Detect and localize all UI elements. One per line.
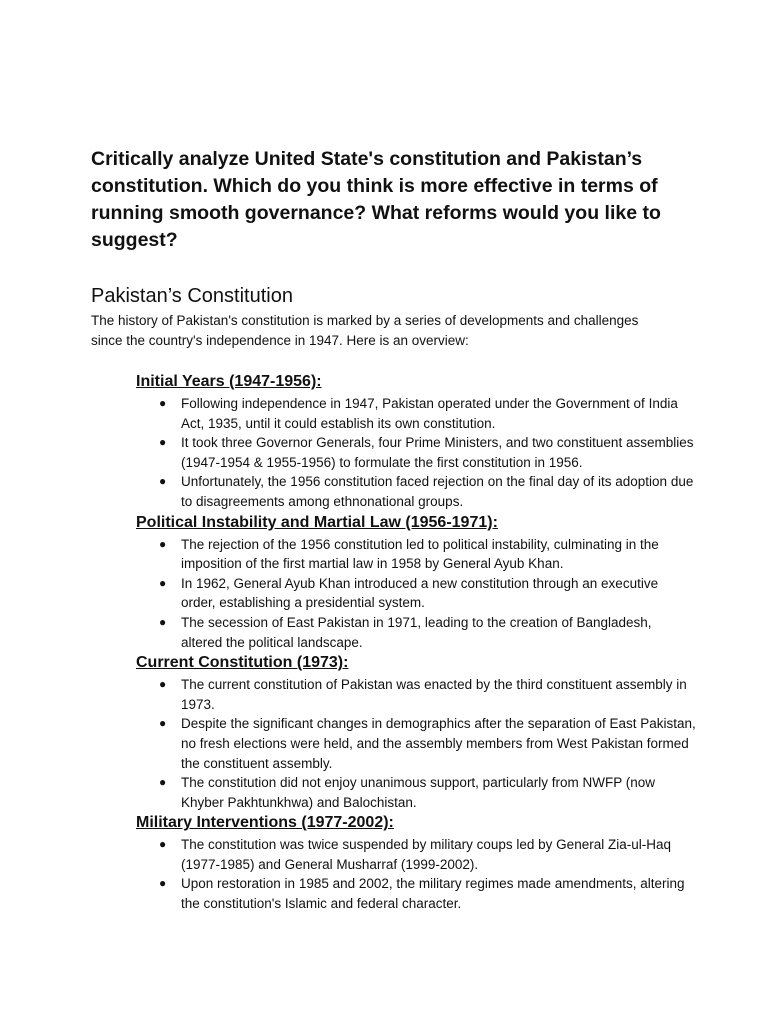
list-item-text: The constitution did not enjoy unanimous support, particularly from NWFP (now Khyber Pakhtunkhwa) and Balochistan.	[181, 775, 655, 810]
bullet-icon: ●	[159, 435, 167, 450]
topic-heading: Military Interventions (1977-2002):	[136, 814, 394, 832]
topic-heading: Political Instability and Martial Law (1956-1971):	[136, 513, 498, 531]
list-item-text: In 1962, General Ayub Khan introduced a new constitution through an executive order, establishing a presidential system.	[181, 575, 659, 611]
list-item-text: Upon restoration in 1985 and 2002, the military regimes made amendments, altering the constitution's Islamic and federal character.	[181, 876, 685, 912]
topic-heading: Initial Years (1947-1956):	[136, 373, 322, 390]
bullet-icon: ●	[159, 396, 167, 410]
section-title: Pakistan’s Constitution	[91, 285, 293, 307]
bullet-icon: ●	[159, 536, 167, 551]
topic-section	[136, 812, 696, 913]
topic-section	[136, 512, 696, 653]
bullet-icon: ●	[159, 474, 167, 489]
topic-section	[136, 652, 696, 812]
list-item	[159, 433, 696, 472]
topic-section	[136, 371, 696, 512]
bullet-icon: ●	[159, 837, 167, 852]
list-item	[159, 835, 696, 874]
bullet-icon: ●	[159, 775, 167, 790]
topic-heading: Current Constitution (1973):	[136, 654, 349, 672]
list-item	[159, 675, 696, 714]
bullet-icon: ●	[159, 876, 167, 891]
list-item	[159, 714, 696, 773]
list-item	[159, 574, 696, 613]
bullet-list	[136, 675, 696, 812]
list-item	[159, 472, 696, 511]
list-item-text: The constitution was twice suspended by military coups led by General Zia-ul-Haq (1977-1985) and General Musharraf (1999-2002).	[181, 837, 671, 872]
list-item	[159, 394, 696, 433]
bullet-icon: ●	[159, 575, 167, 590]
bullet-list	[136, 535, 696, 653]
bullet-list	[136, 835, 696, 913]
list-item	[159, 613, 696, 652]
list-item-text: Despite the significant changes in demographics after the separation of East Pakistan, no fresh elections were held, and the assembly members from West Pakistan formed the constituent assembly.	[181, 716, 696, 771]
bullet-icon: ●	[159, 716, 167, 731]
list-item	[159, 874, 696, 913]
list-item-text: The rejection of the 1956 constitution led to political instability, culminating in the imposition of the first martial law in 1958 by General Ayub Khan.	[181, 536, 659, 572]
topic-list	[136, 371, 696, 914]
list-item	[159, 773, 696, 812]
bullet-icon: ●	[159, 677, 167, 692]
bullet-icon: ●	[159, 614, 167, 629]
list-item-text: The current constitution of Pakistan was enacted by the third constituent assembly in 1973.	[181, 677, 687, 712]
list-item-text: Following independence in 1947, Pakistan operated under the Government of India Act, 1935, until it could establish its own constitution.	[181, 396, 678, 431]
list-item-text: The secession of East Pakistan in 1971, leading to the creation of Bangladesh, altered the political landscape.	[181, 614, 652, 650]
bullet-list	[136, 394, 696, 512]
question-heading: Critically analyze United State's constitution and Pakistan’s constitution. Which do you think is more effective in terms of running smooth governance? What reforms would you like to suggest?	[91, 148, 661, 251]
list-item-text: It took three Governor Generals, four Prime Ministers, and two constituent assemblies (1947-1954 & 1955-1956) to formulate the first constitution in 1956.	[181, 435, 694, 470]
list-item-text: Unfortunately, the 1956 constitution faced rejection on the final day of its adoption due to disagreements among ethnonational groups.	[181, 474, 694, 509]
list-item	[159, 535, 696, 574]
intro-paragraph: The history of Pakistan's constitution is marked by a series of developments and challenges since the country's independence in 1947. Here is an overview:	[91, 313, 639, 348]
